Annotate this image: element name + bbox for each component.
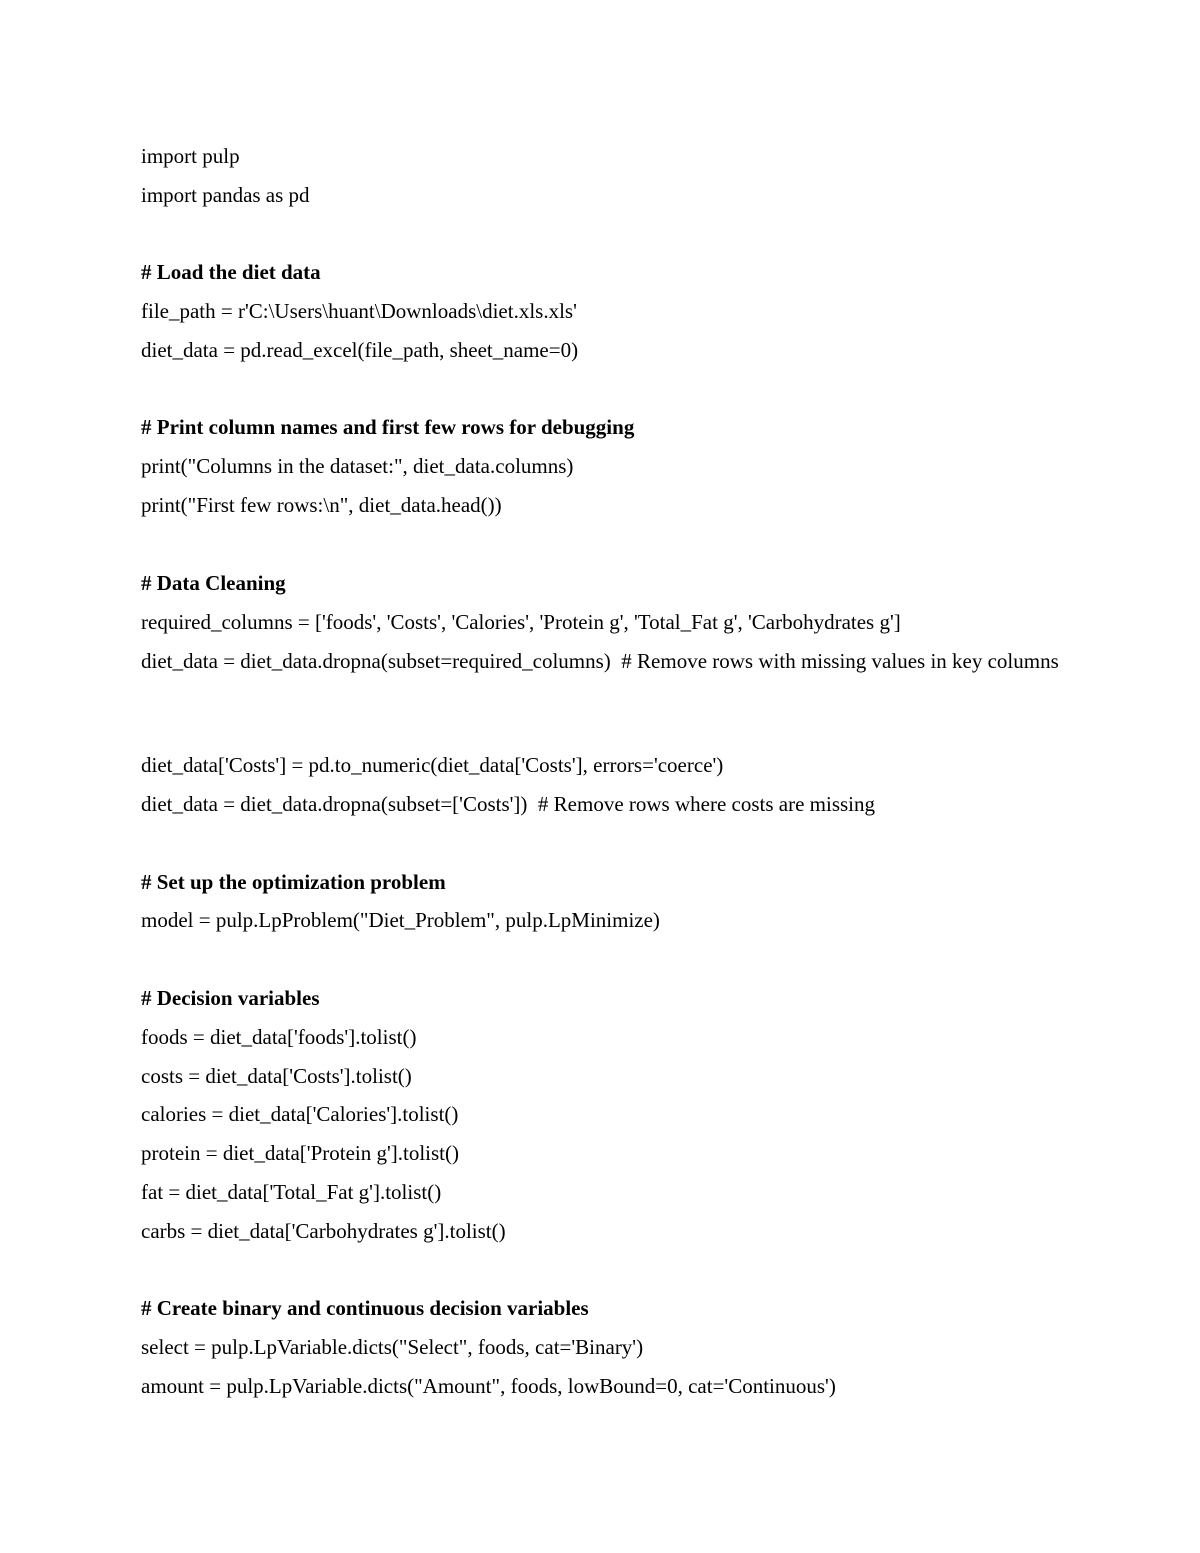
comment-load-data: # Load the diet data [141,260,321,284]
code-line-read-excel: diet_data = pd.read_excel(file_path, sheet_name=0) [141,338,579,362]
code-line-fat: fat = diet_data['Total_Fat g'].tolist() [141,1180,442,1204]
code-line-print-columns: print("Columns in the dataset:", diet_data.columns) [141,454,574,478]
code-line-protein: protein = diet_data['Protein g'].tolist() [141,1141,460,1165]
comment-data-cleaning: # Data Cleaning [141,571,286,595]
code-line-select: select = pulp.LpVariable.dicts("Select", foods, cat='Binary') [141,1335,644,1359]
code-line-file-path: file_path = r'C:\Users\huant\Downloads\diet.xls.xls' [141,299,577,323]
comment-print-debug: # Print column names and first few rows for debugging [141,415,635,439]
code-line-calories: calories = diet_data['Calories'].tolist() [141,1102,459,1126]
comment-create-variables: # Create binary and continuous decision variables [141,1296,589,1320]
comment-decision-variables: # Decision variables [141,986,320,1010]
code-line-print-head: print("First few rows:\n", diet_data.head()) [141,493,502,517]
code-line-carbs: carbs = diet_data['Carbohydrates g'].tolist() [141,1219,506,1243]
code-line-dropna-required: diet_data = diet_data.dropna(subset=required_columns) # Remove rows with missing values in key columns [141,649,1059,673]
code-line-import-pulp: import pulp [141,144,240,168]
code-line-dropna-costs: diet_data = diet_data.dropna(subset=['Costs']) # Remove rows where costs are missing [141,792,876,816]
code-line-import-pandas: import pandas as pd [141,183,310,207]
code-line-model: model = pulp.LpProblem("Diet_Problem", pulp.LpMinimize) [141,908,660,932]
code-line-required-columns: required_columns = ['foods', 'Costs', 'Calories', 'Protein g', 'Total_Fat g', 'Carbohydrates g'] [141,610,901,634]
code-line-to-numeric: diet_data['Costs'] = pd.to_numeric(diet_data['Costs'], errors='coerce') [141,753,724,777]
code-line-foods: foods = diet_data['foods'].tolist() [141,1025,417,1049]
comment-optimization: # Set up the optimization problem [141,870,446,894]
code-line-costs: costs = diet_data['Costs'].tolist() [141,1064,412,1088]
code-line-amount: amount = pulp.LpVariable.dicts("Amount", foods, lowBound=0, cat='Continuous') [141,1374,836,1398]
